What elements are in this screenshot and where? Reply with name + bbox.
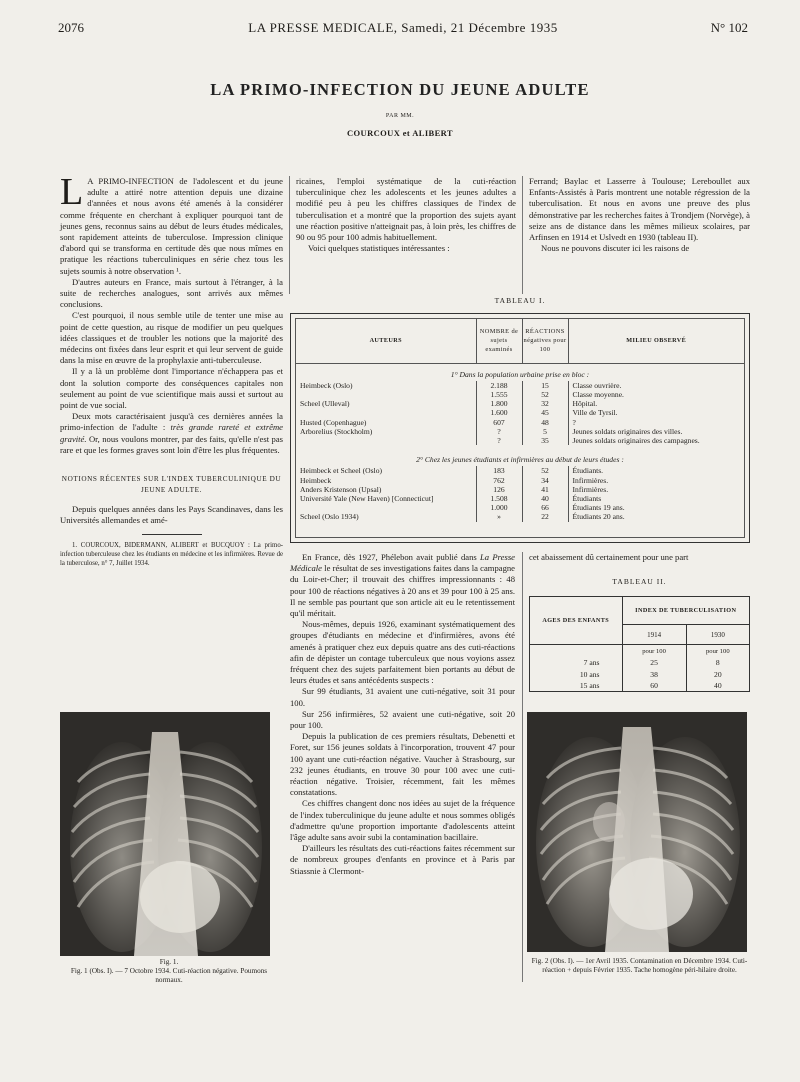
table-1-row <box>296 427 744 436</box>
table-1-cell <box>296 436 476 445</box>
table-2-year: 1914 <box>622 625 686 645</box>
table-1-cell: 52 <box>522 466 568 475</box>
paragraph: D'autres auteurs en France, mais surtout à l'étranger, à la suite de recherches analogues, sont arrivés aux mêmes conclusions. <box>60 276 283 310</box>
table-2-unit: pour 100 <box>706 647 730 655</box>
table-1-cell <box>296 408 476 417</box>
table-1-cell: Étudiants 19 ans. <box>572 503 625 513</box>
drop-cap: L <box>60 171 84 213</box>
table-2-col-group: INDEX DE TUBERCULISATION <box>622 597 749 625</box>
table-1-cell: 1.000 <box>476 503 522 512</box>
table-1-cell: 32 <box>522 399 568 408</box>
running-header <box>58 20 748 40</box>
table-1-cell: 607 <box>476 418 522 427</box>
table-2-cell: 7 ans <box>530 657 622 668</box>
table-1-row <box>296 485 744 494</box>
paragraph: Voici quelques statistiques intéressantes : <box>308 243 450 254</box>
section-heading: NOTIONS RÉCENTES SUR L'INDEX TUBERCULINIQUE DU JEUNE ADULTE. <box>61 475 282 495</box>
table-2-cell: 15 ans <box>530 680 622 691</box>
table-1-cell: Étudiants <box>572 493 602 503</box>
table-1-row <box>296 494 744 503</box>
table-1-cell: Jeunes soldats originaires des campagnes. <box>572 435 700 445</box>
byline: PAR MM. <box>385 113 415 119</box>
issue-number: N° 102 <box>710 20 748 35</box>
table-1-cell: Scheel (Oslo 1934) <box>296 512 476 521</box>
footnote: 1. COURCOUX, BIDERMANN, ALIBERT et BUCQUOY : La primo-infection tuberculeuse chez les étudiants en médecine et les infirmières. Revue de la tuberculose, n° 7, Juillet 1934. <box>60 542 283 568</box>
table-1-row <box>296 436 744 445</box>
table-1-cell: 34 <box>522 476 568 485</box>
table-1-cell: 40 <box>522 494 568 503</box>
table-1-header: MILIEU OBSERVÉ <box>626 337 687 345</box>
table-1-cell: 66 <box>522 503 568 512</box>
paragraph: Depuis quelques années dans les Pays Scandinaves, dans les Universités allemandes et amé- <box>60 504 283 526</box>
article-title: LA PRIMO-INFECTION DU JEUNE ADULTE <box>210 80 590 99</box>
table-1-cell: Heimbeck <box>296 476 476 485</box>
paragraph: Ferrand; Baylac et Lasserre à Toulouse; Lereboullet aux Enfants-Assistés à Paris montrent une notable régression de la tuberculisation. Et nous en avons une preuve des plus démonstrative par les recherches faites à Trondjem (Norvège), à seize ans de distance dans les mêmes milieux scolaires, par Arfinsen en 1914 et Uslvedt en 1930 (tableau II). <box>529 176 750 243</box>
table-1-cell: 126 <box>476 485 522 494</box>
table-1-cell: Heimbeck et Scheel (Oslo) <box>296 466 476 475</box>
table-1-row <box>296 418 744 427</box>
column-rule <box>522 552 523 982</box>
table-1-row <box>296 399 744 408</box>
paragraph: Sur 256 infirmières, 52 avaient une cuti-négative, soit 20 pour 100. <box>290 708 515 731</box>
table-1-cell: 22 <box>522 512 568 521</box>
paragraph: Depuis la publication de ces premiers résultats, Debenetti et Foret, sur 156 jeunes soldats à l'incorporation, trouvent 47 pour 100 ayant une cuti-réaction négative. Vaucher à Strasbourg, sur 232 jeunes étudiants, en trouve 30 pour 100 avec une cuti-réaction négative. Troisier, récemment, fait les mêmes constatations. <box>290 731 515 798</box>
table-1-cell: 15 <box>522 381 568 390</box>
journal-title: LA PRESSE MEDICALE, Samedi, 21 Décembre 1935 <box>248 20 558 35</box>
table-1-row <box>296 466 744 475</box>
table-2-cell: 10 ans <box>530 668 622 679</box>
table-1-row <box>296 503 744 512</box>
table-2-year: 1930 <box>710 630 725 639</box>
table-1-cell: Jeunes soldats originaires des villes. <box>572 426 683 436</box>
figure-1-xray <box>60 712 270 956</box>
authors: COURCOUX et ALIBERT <box>346 128 453 138</box>
footnote-rule <box>142 534 202 535</box>
paragraph: Il y a là un problème dont l'importance n'échappera pas et dont la solution comporte des conséquences capitales non seulement au point de vue scientifique mais aussi et surtout au point de vue social. <box>60 366 283 411</box>
paragraph: ricaines, l'emploi systématique de la cuti-réaction tuberculinique chez les adolescents et les jeunes adultes a modifié peu à peu les chiffres classiques de l'index de tuberculisation et a montré que la proportion des sujets ayant une réaction positive n'atteignait pas, à loin près, les chiffres de 90 ou 95 pour 100 admis habituellement. <box>296 176 516 243</box>
paragraph: Ces chiffres changent donc nos idées au sujet de la fréquence de l'index tuberculinique du jeune adulte et nous sommes obligés d'admettre qu'une proportion importante d'adolescents atteint l'âge adulte sans avoir subi la contamination bacillaire. <box>290 798 515 843</box>
table-1-cell: Infirmières. <box>572 484 609 494</box>
page-number: 2076 <box>58 20 84 35</box>
paragraph: C'est pourquoi, il nous semble utile de tenter une mise au point de cette question, au risque de modifier un peu quelques idées classiques et de troubler les notions que la majorité des médecins ont fixées dans leur esprit et qui leur servent de guide dans la mise en œuvre de la prophylaxie anti-tuberculeuse. <box>60 310 283 366</box>
figure-2-xray <box>527 712 747 952</box>
paragraph: En France, dès 1927, Phélebon avait publié dans La Presse Médicale le résultat de ses investigations faites dans la campagne du Loir-et-Cher; il trouvait des chiffres impressionnants : 48 pour 100 de réactions négatives à 20 ans et 39 pour 100 à 25 ans. Il ne semble pas pourtant que son article ait eu le retentissement qu'il méritait. <box>290 552 515 619</box>
figure-2-caption: Fig. 2 (Obs. I). — 1er Avril 1935. Contamination en Décembre 1934. Cuti-réaction + depuis Février 1935. Tache homogène péri-hilaire droite. <box>531 957 748 975</box>
table-1-caption: TABLEAU I. <box>494 296 546 305</box>
table-1-cell: 1.800 <box>476 399 522 408</box>
table-1-cell: Université Yale (New Haven) [Connecticut] <box>296 494 476 503</box>
table-1-row <box>296 390 744 399</box>
table-2-cell: 40 <box>714 680 722 690</box>
table-1-row <box>296 381 744 390</box>
table-1-cell: 5 <box>522 427 568 436</box>
table-1-cell: Infirmières. <box>572 475 609 485</box>
table-1-row <box>296 512 744 521</box>
table-1-cell: » <box>476 512 522 521</box>
table-1-cell: Arborelius (Stockholm) <box>296 427 476 436</box>
column-rule <box>289 176 290 294</box>
paragraph: Deux mots caractérisaient jusqu'à ces dernières années la primo-infection de l'adulte : très grande rareté et extrême gravité. Or, nous voulons montrer, par des faits, qu'elle n'est pas rare et que les formes graves sont loin d'être les plus fréquentes. <box>60 411 284 455</box>
table-1-header: RÉACTIONS négatives pour 100 <box>522 319 568 363</box>
table-1-cell: Scheel (Ulleval) <box>296 399 476 408</box>
figure-1-label: Fig. 1. <box>159 958 179 966</box>
column-1 <box>60 171 284 568</box>
table-1-cell: Classe moyenne. <box>572 389 624 399</box>
table-1-cell: 2.188 <box>476 381 522 390</box>
table-1-cell: 35 <box>522 436 568 445</box>
table-1-cell: Husted (Copenhague) <box>296 418 476 427</box>
table-1-row <box>296 408 744 417</box>
table-2-cell: 38 <box>622 668 686 679</box>
table-1-cell: 762 <box>476 476 522 485</box>
table-1-cell: ? <box>572 417 576 427</box>
paragraph: D'ailleurs les résultats des cuti-réactions faites récemment sur de nombreux groupes d'enfants en province et à Paris par Stiassnie à Clermont- <box>290 843 515 876</box>
table-1-cell: 1.508 <box>476 494 522 503</box>
table-1-cell: 48 <box>522 418 568 427</box>
table-1-cell <box>296 503 476 512</box>
table-2-unit: pour 100 <box>622 645 686 658</box>
column-3-mid <box>529 552 750 563</box>
paragraph: Sur 99 étudiants, 31 avaient une cuti-négative, soit 31 pour 100. <box>290 686 515 708</box>
table-1-cell: 183 <box>476 466 522 475</box>
table-1-header: AUTEURS <box>296 319 476 363</box>
table-1-cell: 52 <box>522 390 568 399</box>
paragraph: Nous-mêmes, depuis 1926, examinant systématiquement des groupes d'étudiants en médecine et d'infirmières, avons été amenés à pratiquer chez eux depuis quatre ans des cuti-réactions afin de dépister un contage tuberculeux que nous voyions assez fréquent chez des sujets parfaitement bien portants au début de leurs études et sans antécédents suspects : <box>290 619 515 686</box>
table-1-cell: Hôpital. <box>572 399 598 409</box>
table-2-row <box>530 668 749 679</box>
intro-paragraph: L A PRIMO-INFECTION de l'adolescent et du jeune adulte a attiré notre attention depuis une dizaine d'années et nous avons été amenés à la considérer comme fréquente en cherchant à expliquer pourquoi tant de jeunes gens, reconnus sains au début de leurs études médicales, sont rapidement atteints de tuberculose. Impression clinique d'abord qui se transforma en certitude dès que nous mîmes en pratique les réactions tuberculiniques en série chez tous les sujets soumis à notre observation ¹. <box>60 171 283 276</box>
column-2-top <box>296 176 516 254</box>
table-1-row <box>296 476 744 485</box>
table-2-cell: 25 <box>622 657 686 668</box>
table-1-cell: Ville de Tyrsil. <box>572 408 618 418</box>
table-1-cell: 1.555 <box>476 390 522 399</box>
table-2-cell: 20 <box>714 669 722 679</box>
table-1-header: NOMBRE de sujets examinés <box>476 319 522 363</box>
table-1-cell: Classe ouvrière. <box>572 380 622 390</box>
table-1-cell: 41 <box>522 485 568 494</box>
table-1 <box>290 313 750 543</box>
figure-1-caption: Fig. 1 (Obs. I). — 7 Octobre 1934. Cuti-réaction négative. Poumons normaux. <box>70 967 268 985</box>
table-2-caption: TABLEAU II. <box>612 577 667 586</box>
paragraph: Nous ne pouvons discuter ici les raisons de <box>541 243 690 254</box>
table-1-group: 1° Dans la population urbaine prise en bloc : <box>450 369 590 379</box>
table-2-row <box>530 657 749 668</box>
table-2-cell: 60 <box>622 680 686 691</box>
column-3-top <box>529 176 750 254</box>
table-1-cell: ? <box>476 427 522 436</box>
table-1-cell: 45 <box>522 408 568 417</box>
column-2-bottom <box>290 552 515 877</box>
table-1-cell <box>296 390 476 399</box>
table-1-cell: Anders Kristenson (Upsal) <box>296 485 476 494</box>
table-2 <box>529 596 750 692</box>
table-1-cell: Étudiants. <box>572 466 604 476</box>
column-rule <box>522 176 523 294</box>
table-1-cell: Heimbeck (Oslo) <box>296 381 476 390</box>
table-1-cell: 1.600 <box>476 408 522 417</box>
table-2-cell: 8 <box>715 658 720 668</box>
table-2-row <box>530 680 749 691</box>
table-1-cell: ? <box>476 436 522 445</box>
paragraph: cet abaissement dû certainement pour une part <box>529 552 689 562</box>
table-2-row-header: AGES DES ENFANTS <box>530 597 622 645</box>
table-1-cell: Étudiants 20 ans. <box>572 512 625 522</box>
table-1-group: 2° Chez les jeunes étudiants et infirmières au début de leurs études : <box>416 455 624 465</box>
